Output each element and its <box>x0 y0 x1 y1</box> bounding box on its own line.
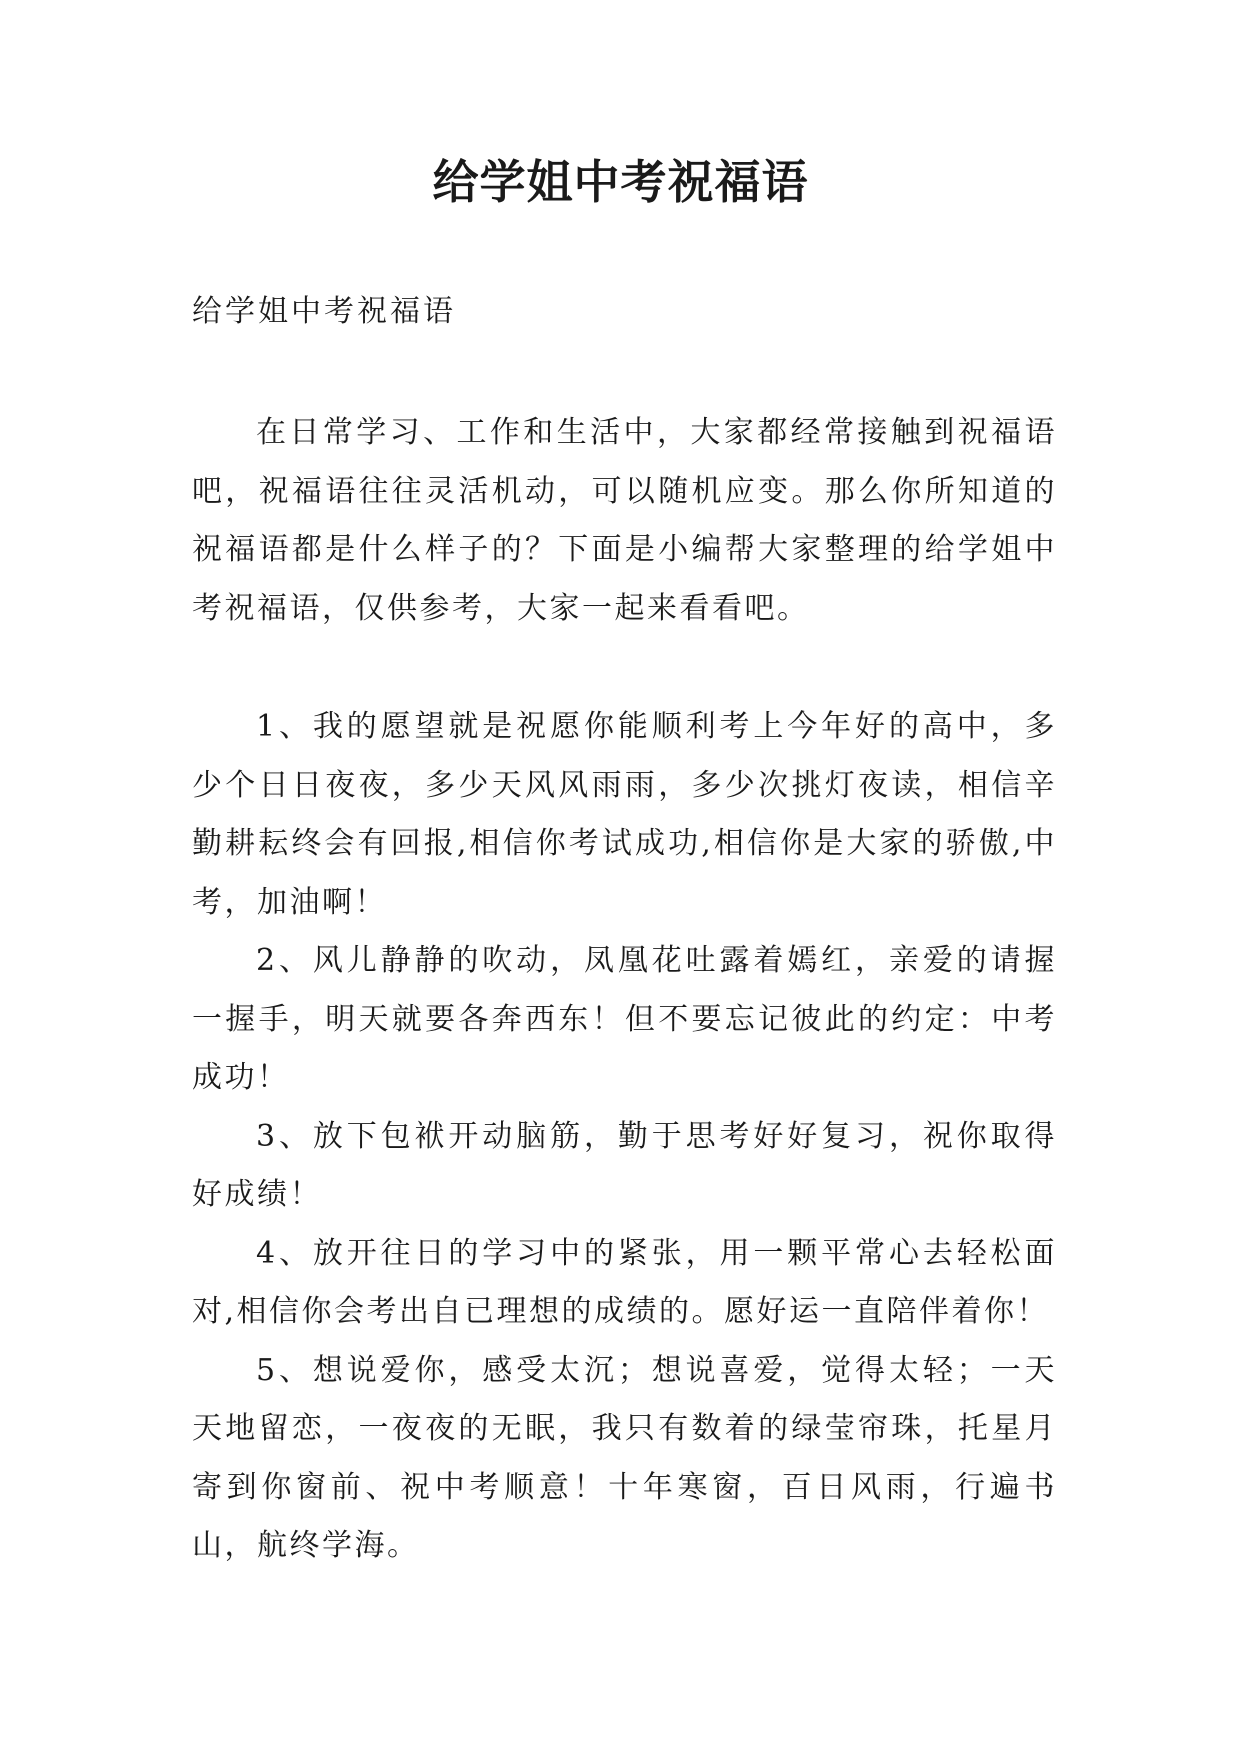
intro-paragraph: 在日常学习、工作和生活中，大家都经常接触到祝福语吧，祝福语往往灵活机动，可以随机应变。那么你所知道的祝福语都是什么样子的？下面是小编帮大家整理的给学姐中考祝福语，仅供参考，大家一起来看看吧。 <box>192 415 1057 626</box>
blessing-item-4: 4、放开往日的学习中的紧张，用一颗平常心去轻松面对,相信你会考出自已理想的成绩的。愿好运一直陪伴着你！ <box>192 1235 1057 1329</box>
blessing-item-3: 3、放下包袱开动脑筋，勤于思考好好复习，祝你取得好成绩！ <box>192 1118 1057 1212</box>
document-title: 给学姐中考祝福语 <box>432 155 809 209</box>
blessing-item-2: 2、风儿静静的吹动，凤凰花吐露着嫣红，亲爱的请握一握手，明天就要各奔西东！但不要忘记彼此的约定：中考成功！ <box>192 943 1057 1095</box>
blessing-item-5: 5、想说爱你，感受太沉；想说喜爱，觉得太轻；一天天地留恋，一夜夜的无眠，我只有数着的绿莹帘珠，托星月寄到你窗前、祝中考顺意！十年寒窗，百日风雨，行遍书山，航终学海。 <box>192 1352 1057 1563</box>
document-subtitle: 给学姐中考祝福语 <box>192 294 456 329</box>
blessing-item-1: 1、我的愿望就是祝愿你能顺利考上今年好的高中，多少个日日夜夜，多少天风风雨雨，多少次挑灯夜读，相信辛勤耕耘终会有回报,相信你考试成功,相信你是大家的骄傲,中考，加油啊！ <box>192 709 1057 920</box>
blessing-list <box>192 698 1057 1576</box>
